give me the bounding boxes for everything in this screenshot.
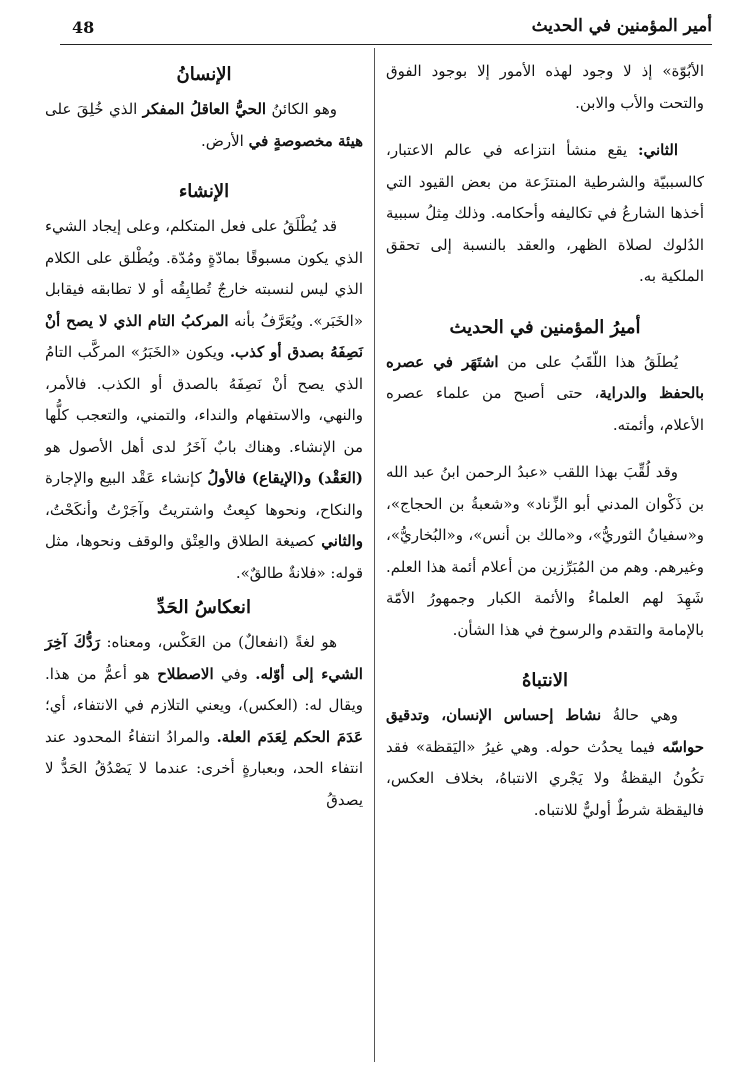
paragraph-continued: الأبُوّة» إذ لا وجود لهذه الأمور إلا بوجود الفوق والتحت والأب والابن. xyxy=(386,62,704,112)
paragraph-amir-bearers: وقد لُقِّبَ بهذا اللقب «عبدُ الرحمن ابنُ عبد الله بن ذَكْوان المدني أبو الزِّناد» و«شعبةُ بن الحجاج»، و«سفيانُ الثوريُّ»، و«مالك بن أنس»، و«البُخاريُّ»، وغيرهم. وهم من المُبَرِّزين من أعلام أئمة هذا العلم. شَهِدَ لهم العلماءُ والأئمة الكبار وجمهورُ الأمّة بالإمامة والتقدم والرسوخ في هذا الشأن. xyxy=(386,463,704,639)
label-second: الثاني: xyxy=(637,141,678,159)
paragraph-second-type: الثاني: يقع منشأ انتزاعه في عالم الاعتبار، كالسببيّة والشرطية المنتزَعة من بعض القيود التي أخذها الشارعُ في تكاليفه وأحكامه. وذلك مِثلُ سببية الدُلوك لصلاة الظهر، والعقد بالنسبة إلى تحقق الملكية به. xyxy=(386,141,704,285)
heading-inikas: انعكاسُ الحَدِّ xyxy=(157,597,251,618)
left-column xyxy=(45,56,363,816)
paragraph-insan: وهو الكائنُ الحيُّ العاقلُ المفكر الذي خُلِقَ على هيئة مخصوصةٍ في الأرض. xyxy=(45,100,363,150)
column-divider xyxy=(374,48,375,1062)
running-title: أمير المؤمنين في الحديث xyxy=(531,16,712,36)
heading-insan: الإنسانُ xyxy=(176,64,232,85)
header-rule xyxy=(60,44,712,45)
heading-amir-al-muminin: أميرُ المؤمنين في الحديث xyxy=(449,316,641,338)
paragraph-inikas: هو لغةً (انفعالٌ) من العَكْس، ومعناه: رَدُّكَ آخِرَ الشيء إلى أوّله. وفي الاصطلاح هو أعمُّ من هذا. ويقال له: (العكس)، ويعني التلازم في الانتفاء، أي؛ عَدَمَ الحكم لِعَدَم العلة. والمرادُ انتفاءُ المحدود عند انتفاء الحد، وبعبارةٍ أخرى: عندما لا يَصْدُقُ الحَدُّ لا يصدقُ xyxy=(45,633,364,809)
paragraph-insha: قد يُطْلَقُ على فعل المتكلم، وعلى إيجاد الشيء الذي يكون مسبوقًا بمادّةٍ ومُدّة. ويُطْلق على الكلام الذي ليس لنسبته خارجٌ تُطابِقُه أو لا تطابقه فيقابل «الخَبَر». ويُعَرَّفُ بأنه المركبُ التام الذي لا يصح أنْ نَصِفَهُ بصدق أو كذب. ويكون «الخَبَرُ» المركَّب التامُ الذي يصح أنْ نَصِفَهُ بالصدق أو الكذب. فالأمر، والنهي، والاستفهام والنداء، والتمني، والتعجب كلُّها من الإنشاء. وهناك بابٌ آخَرُ لدى أهل الأصول هو (العَقْد) و(الإيقاع) فالأولُ كإنشاء عَقْد البيع والإجارة والنكاح، ونحوها كبِعتُ واشتريتُ وآجَرْتُ وأنكَحْتُ، والثاني كصيغة الطلاق والعِتْق والوقف ونحوها، مثل قوله: «فلانةٌ طالقٌ». xyxy=(45,217,363,582)
paragraph-amir-definition: يُطلَقُ هذا اللّقَبُ على من اشتَهَر في عصره بالحفظ والدراية، حتى أصبح من علماء عصره الأعلام، وأئمته. xyxy=(386,352,705,434)
right-column xyxy=(386,56,704,842)
page-number: 48 xyxy=(72,18,95,37)
heading-intibah: الانتباهُ xyxy=(521,670,569,691)
paragraph-intibah: وهي حالةُ نشاط إحساس الإنسان، وتدقيق حواسّه فيما يحدُث حوله. وهي غيرُ «اليَقظة» فقد تكُونُ اليقظةُ ولا يَجْري الانتباهُ، بخلاف العكس، فاليقظة شرطٌ أوليٌّ للانتباه. xyxy=(386,706,704,819)
page-header xyxy=(60,14,712,44)
heading-insha: الإنشاء xyxy=(178,181,230,202)
